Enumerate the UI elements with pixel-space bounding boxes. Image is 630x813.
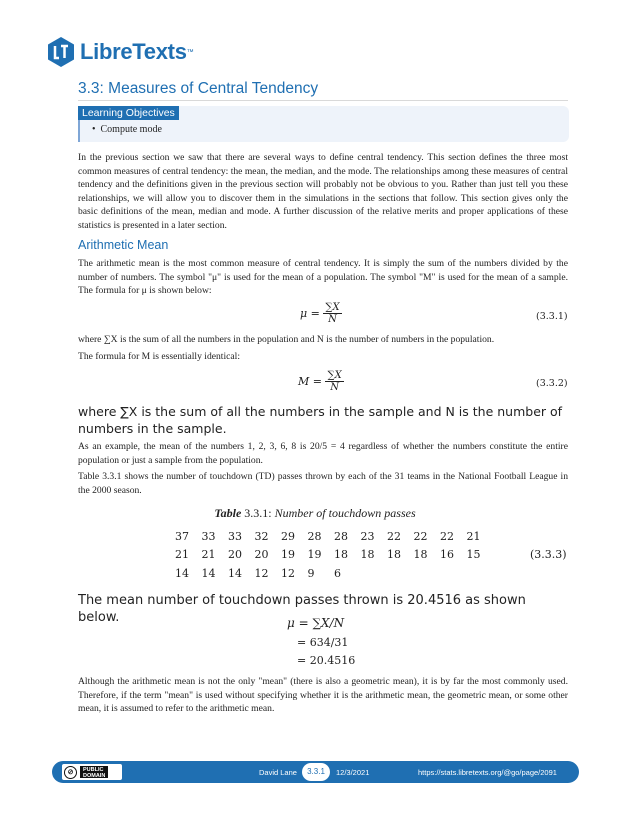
- intro-paragraph: In the previous section we saw that there are several ways to define central tendency. This section defines the three most common measures of central tendency: the mean, the median, and the mode. The relationships among these measures of central tendency and the definitions given in the previous section will probably not be obvious to you. Rather than just tell you these relationships, we will allow you to discover them in the simulations in the sections that follow. This section gives only the basic definitions of the mean, median and mode. A further discussion of the relative merits and proper applications of these statistics is presented in a later section.: [78, 152, 568, 231]
- equation-td-mean-line3: = 20.4516: [297, 654, 356, 667]
- table-cell: 9: [307, 567, 315, 580]
- section-heading: Arithmetic Mean: [78, 238, 169, 252]
- sample-sum-paragraph: where ∑X is the sum of all the numbers in the sample and N is the number of numbers in the sample.: [78, 404, 563, 436]
- equation-denominator: N: [328, 314, 337, 325]
- table-cell: 22: [413, 530, 428, 543]
- equation-lhs: M =: [298, 375, 322, 388]
- table-cell: 14: [175, 567, 189, 580]
- equation-numerator: ∑X: [325, 302, 340, 313]
- table-cell: 18: [413, 548, 428, 561]
- table-cell: 18: [387, 548, 401, 561]
- table-cell: 22: [387, 530, 401, 543]
- equation-denominator: N: [330, 382, 339, 393]
- equation-number: (3.3.2): [536, 378, 568, 389]
- footer-author: David Lane: [259, 768, 297, 777]
- table-row: [175, 567, 361, 580]
- equation-number: (3.3.1): [536, 311, 568, 322]
- table-cell: 23: [360, 530, 375, 543]
- page-title: 3.3: Measures of Central Tendency: [78, 80, 319, 97]
- table-cell: 29: [281, 530, 295, 543]
- equation-numerator: ∑X: [327, 370, 342, 381]
- footer-date: 12/3/2021: [336, 768, 370, 777]
- table-cell: 37: [175, 530, 189, 543]
- footer-url-link[interactable]: https://stats.libretexts.org/@go/page/2091: [418, 768, 557, 777]
- table-equation-number: (3.3.3): [530, 548, 567, 561]
- table-cell: 28: [334, 530, 348, 543]
- table-cell: 19: [307, 548, 322, 561]
- table-caption-text: Number of touchdown passes: [274, 506, 416, 520]
- table-row: [175, 530, 493, 543]
- learning-objective-text: Compute mode: [100, 124, 162, 135]
- table-cell: 12: [281, 567, 295, 580]
- public-domain-text: [80, 766, 108, 778]
- population-sum-paragraph: where ∑X is the sum of all the numbers in the population and N is the number of numbers in the population.: [78, 334, 495, 345]
- equation-population-mean: [300, 302, 342, 325]
- sample-formula-intro: The formula for M is essentially identical:: [78, 351, 240, 362]
- example-paragraph: As an example, the mean of the numbers 1, 2, 3, 6, 8 is 20/5 = 4 regardless of whether the numbers constitute the entire population or just a sample from the population.: [78, 441, 568, 466]
- table-cell: 21: [175, 548, 189, 561]
- mean-definition-paragraph: The arithmetic mean is the most common measure of central tendency. It is simply the sum of the numbers divided by the number of numbers. The symbol "μ" is used for the mean of a population. The symbol "M" is used for the mean of a sample. The formula for μ is shown below:: [78, 258, 568, 297]
- table-cell: 28: [307, 530, 322, 543]
- table-cell: 21: [466, 530, 481, 543]
- table-cell: 16: [440, 548, 454, 561]
- table-cell: 19: [281, 548, 295, 561]
- logo-text: LibreTexts: [80, 39, 187, 64]
- license-line-top: PUBLIC: [83, 767, 104, 773]
- table-cell: 20: [254, 548, 269, 561]
- table-cell: 15: [466, 548, 481, 561]
- table-caption-number: 3.3.1:: [244, 506, 272, 520]
- equation-td-mean-line2: = 634/31: [297, 636, 349, 649]
- table-intro-paragraph: Table 3.3.1 shows the number of touchdown (TD) passes thrown by each of the 31 teams in the National Football League in the 2000 season.: [78, 471, 568, 496]
- table-caption-label: Table: [214, 506, 242, 520]
- equation-lhs: μ =: [300, 307, 320, 320]
- equation-sample-mean: [298, 370, 344, 393]
- table-cell: 14: [228, 567, 242, 580]
- libretexts-hexagon-icon: [46, 36, 76, 68]
- table-cell: 21: [201, 548, 216, 561]
- table-row: [175, 548, 493, 561]
- public-domain-badge[interactable]: [62, 764, 122, 780]
- table-cell: 18: [360, 548, 375, 561]
- table-cell: 33: [228, 530, 242, 543]
- equation-td-mean-line1: μ = ∑X/N: [287, 616, 345, 630]
- table-caption: [0, 506, 630, 521]
- logo-trademark: ™: [186, 48, 194, 56]
- table-cell: 22: [440, 530, 454, 543]
- title-divider: [78, 100, 568, 101]
- mean-result-sentence: The mean number of touchdown passes thrown is 20.4516 as shown below.: [78, 593, 526, 625]
- learning-objectives-label: Learning Objectives: [78, 106, 179, 120]
- footer-page-number: 3.3.1: [302, 763, 330, 781]
- table-cell: 6: [334, 567, 341, 580]
- public-domain-icon: ⊘: [64, 766, 77, 779]
- learning-objective-item: • Compute mode: [92, 124, 162, 135]
- table-cell: 14: [201, 567, 216, 580]
- license-line-bottom: DOMAIN: [83, 773, 106, 779]
- table-cell: 20: [228, 548, 242, 561]
- table-cell: 18: [334, 548, 348, 561]
- closing-paragraph: Although the arithmetic mean is not the only "mean" (there is also a geometric mean), it is by far the most commonly used. Therefore, if the term "mean" is used without specifying whether it is the arithmetic mean, the geometric mean, or some other mean, it is assumed to refer to the arithmetic mean.: [78, 676, 568, 715]
- table-cell: 33: [201, 530, 216, 543]
- libretexts-logo[interactable]: [46, 36, 194, 68]
- table-cell: 12: [254, 567, 269, 580]
- table-cell: 32: [254, 530, 269, 543]
